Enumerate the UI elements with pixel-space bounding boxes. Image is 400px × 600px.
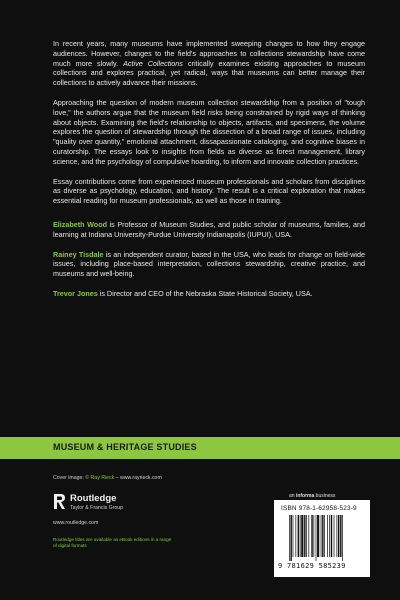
informa-brand: informa — [295, 493, 315, 499]
barcode-digits: 9 781629 585239 — [278, 562, 346, 570]
book-title-italic: Active Collections — [123, 58, 183, 68]
informa-suffix: business — [314, 493, 336, 499]
publisher-group: Taylor & Francis Group — [70, 505, 124, 511]
ebook-note: Routledge titles are available as eBook editions in a range of digital formats — [53, 537, 172, 548]
blurb-text: In recent years, many museums have implemented sweeping changes to how they engage audiences. However, changes to the field's approaches to collections stewardship have come much more slowly. — [53, 39, 365, 68]
series-label: MUSEUM & HERITAGE STUDIES — [53, 442, 197, 452]
author-name: Rainey Tisdale — [53, 249, 104, 259]
barcode-icon — [288, 515, 364, 561]
blurb — [53, 39, 365, 309]
author-name: Trevor Jones — [53, 288, 98, 298]
credit-label: Cover image: — [53, 475, 86, 481]
credit-site: – www.rayrieck.com — [114, 475, 162, 481]
author-name: Elizabeth Wood — [53, 219, 107, 229]
blurb-paragraph-1 — [53, 39, 365, 88]
publisher-website: www.routledge.com — [53, 520, 99, 526]
publisher-name: Routledge — [70, 493, 117, 504]
blurb-paragraph-3: Essay contributions come from experienced museum professionals and scholars from disciplines as diverse as psychology, education, and history. The result is a critical exploration that makes essential reading for museum professionals, as well as those in training. — [53, 176, 365, 206]
author-bio-text: is an independent curator, based in the USA, who leads for change on field-wide issues, including place-based interpretation, collections stewardship, creative practice, and museums and well-being. — [53, 249, 365, 279]
informa-prefix: an — [289, 493, 296, 499]
credit-photographer: © Ray Rieck — [85, 475, 115, 481]
author-bio — [53, 289, 365, 299]
author-bio-text: is Director and CEO of the Nebraska State Historical Society, USA. — [97, 288, 313, 298]
blurb-paragraph-2: Approaching the question of modern museum collection stewardship from a position of "tough love," the authors argue that the museum field risks being constrained by rigid ways of thinking about objects. Examining the field's relationship to objects, artifacts, and specimens, the volume explores the question of stewardship through the dissection of a broad range of issues, including "quality over quantity," emotional attachment, dissapassionate cataloging, and cognitive biases in curatorship. The essays look to insights from fields as diverse as forest management, library science, and the psychology of compulsive hoarding, to inform and innovate collection practices. — [53, 97, 365, 166]
cover-image-credit — [53, 475, 162, 481]
author-bio — [53, 250, 365, 279]
isbn-number: ISBN 978-1-62958-523-9 — [281, 505, 357, 512]
author-bio — [53, 220, 365, 240]
informa-tagline — [289, 493, 335, 499]
routledge-logo-icon — [53, 493, 66, 510]
author-bio-text: is Professor of Museum Studies, and public scholar of museums, families, and learning at Indiana University-Purdue University Indianapolis (IUPUI), USA. — [53, 219, 365, 239]
blurb-text: critically examines existing approaches to museum collections and explores practical, yet radical, ways that museums can better manage their collections to actively advance their missions. — [53, 58, 365, 88]
